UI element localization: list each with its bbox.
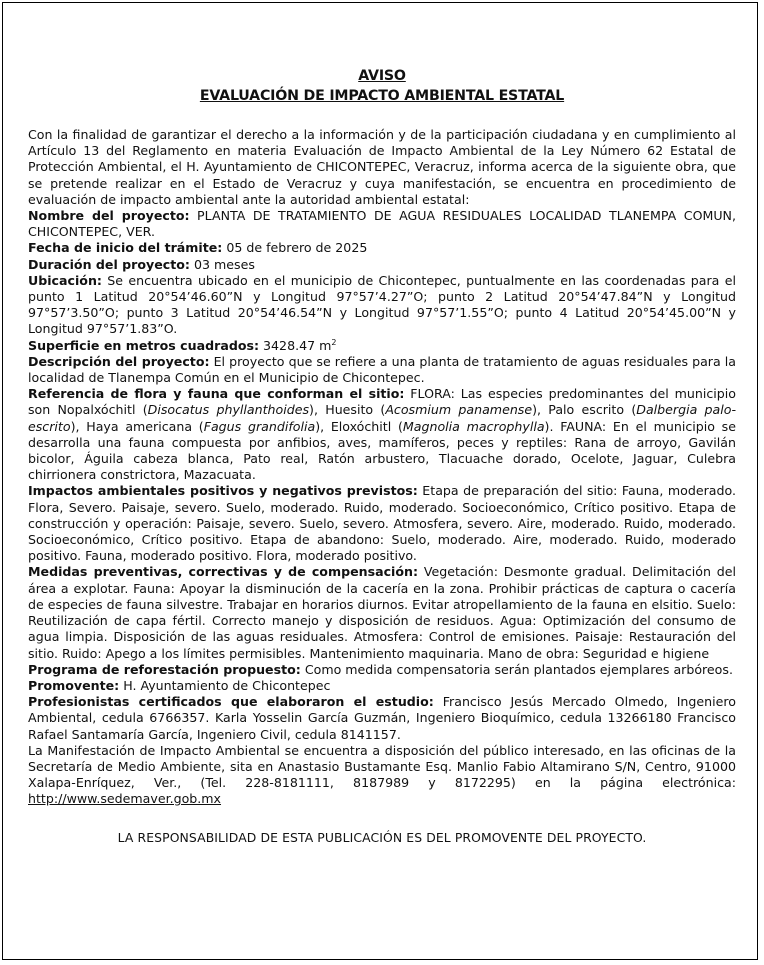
species-name: Acosmium panamense <box>385 402 533 418</box>
impacts-entry <box>28 483 736 564</box>
reforestation-label: Programa de reforestación propuesto: <box>28 661 301 677</box>
description-value: El proyecto que se refiere a una planta de tratamiento de aguas residuales para la localidad de Tlanempa Común en el Municipio de Chicontepec. <box>28 353 737 386</box>
species-name: Disocatus phyllanthoides <box>147 402 310 418</box>
surface-label: Superficie en metros cuadrados: <box>28 337 260 353</box>
duration-label: Duración del proyecto: <box>28 256 190 272</box>
location-entry <box>28 273 736 338</box>
responsibility-footer: LA RESPONSABILIDAD DE ESTA PUBLICACIÓN ES DEL PROMOVENTE DEL PROYECTO. <box>117 829 647 845</box>
start-date-label: Fecha de inicio del trámite: <box>28 240 223 256</box>
flora-fauna-text: ). FAUNA: En el municipio se desarrolla una fauna compuesta por anfibios, aves, mamíferos, peces y reptiles: Rana de arroyo, Gavilán bicolor, Águila cabeza blanca, Pato real, Ratón arbustero, Tlacuache dorado, Ocelote, Jaguar, Culebra chirrionera constrictora, Mazacuata. <box>28 418 736 483</box>
duration-value: 03 meses <box>189 256 255 272</box>
notice-body <box>28 66 736 846</box>
professionals-entry <box>28 694 736 743</box>
flora-fauna-label: Referencia de flora y fauna que conforman el sitio: <box>28 386 405 402</box>
duration-entry <box>28 257 736 273</box>
description-label: Descripción del proyecto: <box>28 353 210 369</box>
species-name: Dalbergia palo-escrito <box>28 402 737 434</box>
professionals-value: Francisco Jesús Mercado Olmedo, Ingeniero Ambiental, cedula 6766357. Karla Yosselin García Guzmán, Ingeniero Bioquímico, cedula 13266180 Francisco Rafael Santamaría García, Ingeniero Civil, cedula 8141157. <box>28 694 736 742</box>
reforestation-value: Como medida compensatoria serán plantados ejemplares arbóreos. <box>300 661 733 677</box>
project-name-value: PLANTA DE TRATAMIENTO DE AGUA RESIDUALES LOCALIDAD TLANEMPA COMUN, CHICONTEPEC, VER. <box>28 208 736 240</box>
promoter-value: H. Ayuntamiento de Chicontepec <box>119 677 331 693</box>
sedema-website-link[interactable]: http://www.sedemaver.gob.mx <box>28 791 222 807</box>
professionals-label: Profesionistas certificados que elaboraron el estudio: <box>28 694 434 710</box>
description-entry <box>28 354 736 386</box>
location-label: Ubicación: <box>28 272 102 288</box>
availability-paragraph <box>28 743 736 808</box>
availability-text: La Manifestación de Impacto Ambiental se encuentra a disposición del público interesado, en las oficinas de la Secretaría de Medio Ambiente, sita en Anastasio Bustamante Esq. Manlio Fabio Altamirano S/N, Centro, 91000 Xalapa-Enríquez, Ver., (Tel. 228-8181111, 8187989 y 8172295) en la página electrónica: <box>28 742 736 791</box>
flora-fauna-entry <box>28 386 736 483</box>
promoter-label: Promovente: <box>28 677 120 693</box>
start-date-entry <box>28 240 736 256</box>
start-date-value: 05 de febrero de 2025 <box>222 240 368 256</box>
flora-fauna-text: ), Palo escrito ( <box>532 402 637 418</box>
flora-fauna-text: ), Huesito ( <box>309 402 386 418</box>
species-name: Magnolia macrophylla <box>402 418 545 434</box>
project-name-entry <box>28 208 736 240</box>
location-value: Se encuentra ubicado en el municipio de Chicontepec, puntualmente en las coordenadas para el punto 1 Latitud 20°54’46.60”N y Longitud 97°57’4.27”O; punto 2 Latitud 20°54’47.84”N y Longitud 97°57’3.50”O; punto 3 Latitud 20°54’46.54”N y Longitud 97°57’1.55”O; punto 4 Latitud 20°54’45.00”N y Longitud 97°57’1.83”O. <box>28 272 736 337</box>
notice-title: AVISO <box>358 68 406 84</box>
flora-fauna-text: FLORA: Las especies predominantes del municipio son Nopalxóchitl ( <box>28 386 736 418</box>
flora-fauna-text: ), Eloxóchitl ( <box>315 418 403 434</box>
flora-fauna-text: ), Haya americana ( <box>70 418 204 434</box>
surface-value: 3428.47 m <box>259 337 332 353</box>
impacts-value: Etapa de preparación del sitio: Fauna, moderado. Flora, Severo. Paisaje, severo. Suelo, moderado. Ruido, moderado. Socioeconómico, Crítico positivo. Etapa de construcción y operación: Paisaje, severo. Suelo, severo. Atmosfera, severo. Aire, moderado. Ruido, moderado. Socioeconómico, Crítico positivo. Etapa de abandono: Suelo, moderado. Aire, moderado. Ruido, moderado positivo. Fauna, moderado positivo. Flora, moderado positivo. <box>28 483 736 564</box>
reforestation-entry <box>28 662 736 678</box>
surface-entry <box>28 338 736 354</box>
promoter-entry <box>28 678 736 694</box>
measures-value: Vegetación: Desmonte gradual. Delimitación del área a explotar. Fauna: Apoyar la disminución de la cacería en la zona. Prohibir prácticas de captura o cacería de especies de fauna silvestre. Trabajar en horarios diurnos. Evitar atropellamiento de la fauna en elsitio. Suelo: Reutilización de capa fértil. Correcto manejo y disposición de residuos. Agua: Optimización del consumo de agua limpia. Disposición de las aguas residuales. Atmosfera: Control de emisiones. Paisaje: Restauración del sitio. Ruido: Apego a los límites permisibles. Mantenimiento maquinaria. Mano de obra: Seguridad e higiene <box>28 564 736 661</box>
notice-subtitle: EVALUACIÓN DE IMPACTO AMBIENTAL ESTATAL <box>199 88 565 104</box>
intro-paragraph: Con la finalidad de garantizar el derecho a la información y de la participación ciudadana y en cumplimiento al Artículo 13 del Reglamento en materia Evaluación de Impacto Ambiental de la Ley Número 62 Estatal de Protección Ambiental, el H. Ayuntamiento de CHICONTEPEC, Veracruz, informa acerca de la siguiente obra, que se pretende realizar en el Estado de Veracruz y cuya manifestación, se encuentra en procedimiento de evaluación de impacto ambiental ante la autoridad ambiental estatal: <box>28 127 736 207</box>
measures-label: Medidas preventivas, correctivas y de compensación: <box>28 564 419 580</box>
surface-unit-exponent: 2 <box>331 337 337 347</box>
project-name-label: Nombre del proyecto: <box>28 208 190 224</box>
measures-entry <box>28 564 736 661</box>
species-name: Fagus grandifolia <box>203 418 316 434</box>
impacts-label: Impactos ambientales positivos y negativos previstos: <box>28 483 418 499</box>
